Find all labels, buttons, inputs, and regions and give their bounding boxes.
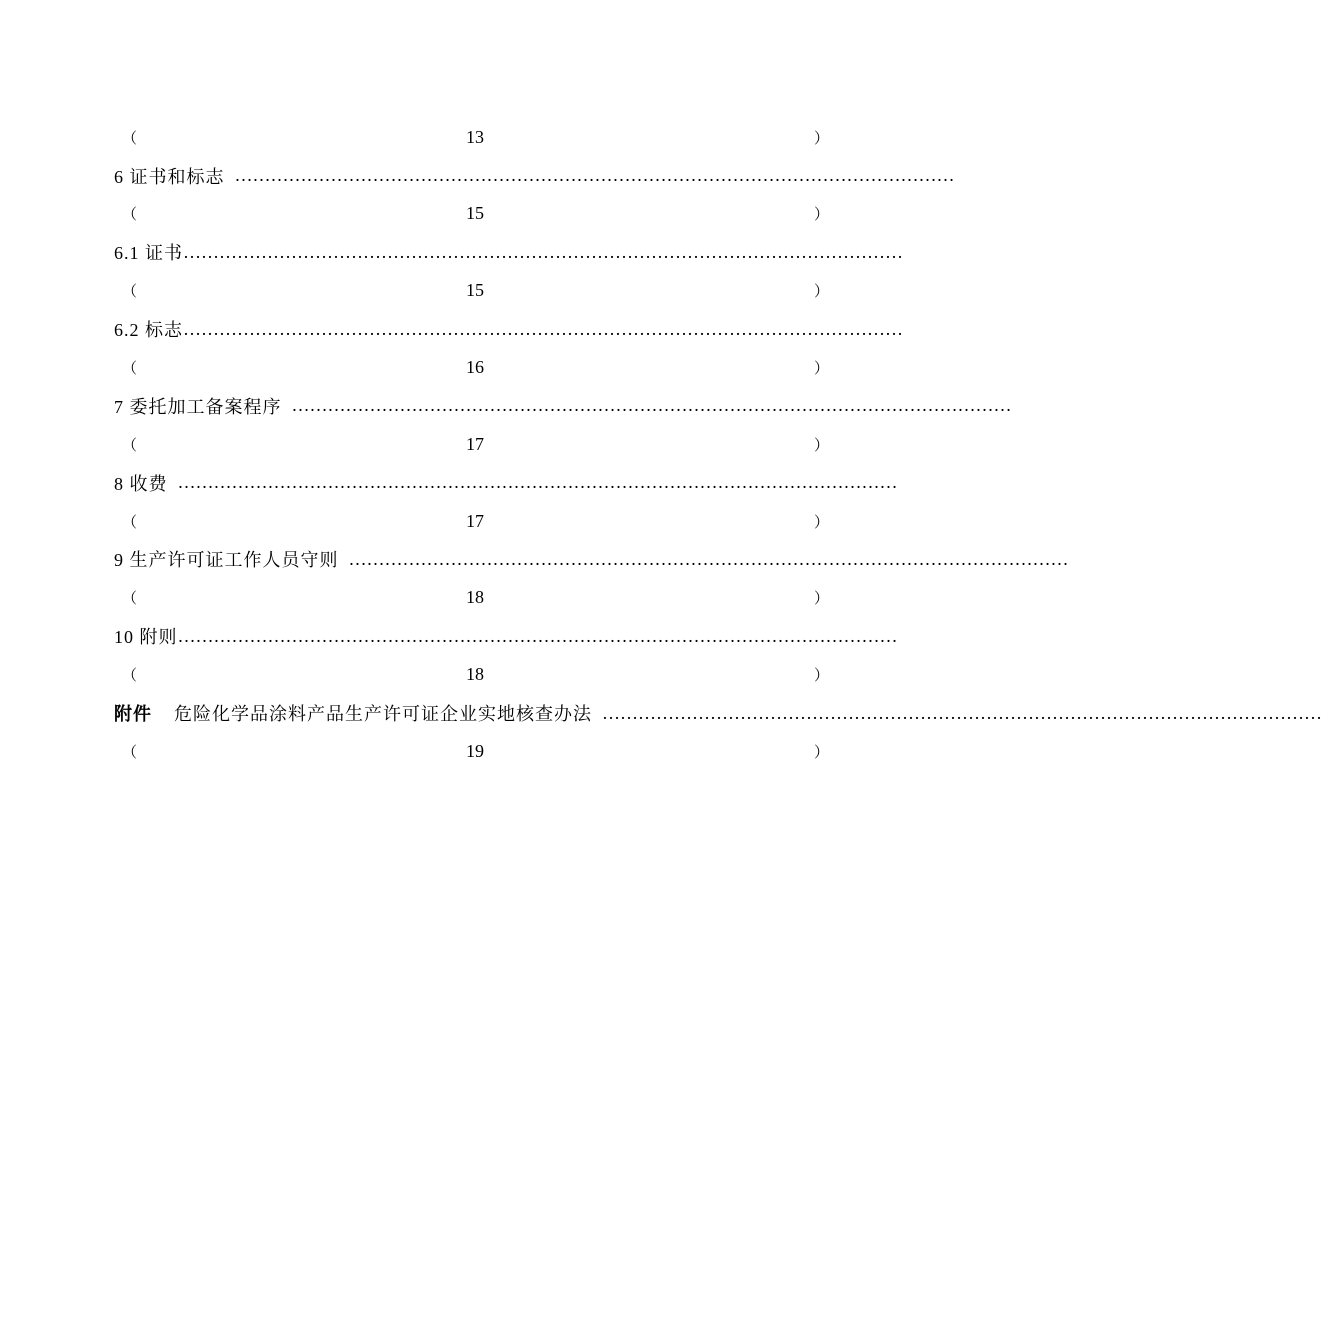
paren-open: （ bbox=[122, 744, 139, 761]
toc-leader-dots: ………………………………………………………………………………………………………… bbox=[602, 702, 1322, 723]
paren-close: ） bbox=[813, 437, 830, 454]
paren-close: ） bbox=[813, 207, 830, 224]
toc-page-number: 15 bbox=[466, 280, 484, 301]
appendix-label: 附件 bbox=[114, 704, 152, 725]
paren-close: ） bbox=[813, 591, 830, 608]
table-of-contents bbox=[114, 118, 1322, 771]
toc-leader-dots: ………………………………………………………………………………………………………… bbox=[183, 241, 903, 262]
toc-page-row bbox=[114, 655, 836, 693]
toc-leader-dots: ………………………………………………………………………………………………………… bbox=[348, 548, 1069, 569]
toc-page-row bbox=[114, 502, 836, 540]
toc-page-number: 13 bbox=[466, 126, 484, 147]
appendix-title: 危险化学品涂料产品生产许可证企业实地核查办法 bbox=[174, 704, 592, 725]
toc-page-row bbox=[114, 195, 836, 233]
paren-open: （ bbox=[122, 591, 139, 608]
paren-close: ） bbox=[813, 361, 830, 378]
toc-leader-dots: ………………………………………………………………………………………………………… bbox=[177, 472, 898, 493]
paren-open: （ bbox=[122, 514, 139, 531]
toc-leader-dots: ………………………………………………………………………………………………………… bbox=[234, 165, 955, 186]
toc-entry-title: 7 委托加工备案程序 bbox=[114, 396, 282, 417]
toc-entry-title: 8 收费 bbox=[114, 473, 168, 494]
toc-page-row bbox=[114, 579, 836, 617]
toc-entry[interactable] bbox=[114, 387, 1012, 425]
paren-close: ） bbox=[813, 130, 830, 147]
toc-page-row bbox=[114, 272, 836, 310]
toc-page-number: 19 bbox=[466, 740, 484, 761]
toc-page-number: 16 bbox=[466, 357, 484, 378]
toc-entry[interactable] bbox=[114, 617, 898, 655]
toc-entry-appendix[interactable] bbox=[114, 694, 1322, 732]
toc-entry-title: 6 证书和标志 bbox=[114, 166, 225, 187]
toc-leader-dots: ………………………………………………………………………………………………………… bbox=[183, 318, 903, 339]
toc-page-number: 17 bbox=[466, 510, 484, 531]
paren-open: （ bbox=[122, 668, 139, 685]
toc-page-row bbox=[114, 425, 836, 463]
paren-open: （ bbox=[122, 130, 139, 147]
toc-entry-title: 6.1 证书 bbox=[114, 243, 183, 264]
toc-entry-title bbox=[114, 700, 602, 726]
toc-entry-title: 6.2 标志 bbox=[114, 320, 183, 341]
toc-leader-dots: ………………………………………………………………………………………………………… bbox=[177, 625, 898, 646]
paren-open: （ bbox=[122, 361, 139, 378]
paren-close: ） bbox=[813, 284, 830, 301]
toc-entry[interactable] bbox=[114, 540, 1069, 578]
toc-entry-title: 9 生产许可证工作人员守则 bbox=[114, 550, 339, 571]
paren-open: （ bbox=[122, 207, 139, 224]
toc-entry-title: 10 附则 bbox=[114, 627, 178, 648]
toc-page-number: 15 bbox=[466, 203, 484, 224]
toc-entry[interactable] bbox=[114, 156, 955, 194]
toc-page-number: 17 bbox=[466, 433, 484, 454]
toc-entry[interactable] bbox=[114, 464, 898, 502]
toc-page-number: 18 bbox=[466, 587, 484, 608]
paren-open: （ bbox=[122, 437, 139, 454]
toc-entry[interactable] bbox=[114, 233, 903, 271]
toc-page-row bbox=[114, 348, 836, 386]
toc-page-number: 18 bbox=[466, 664, 484, 685]
toc-leader-dots: ………………………………………………………………………………………………………… bbox=[291, 395, 1012, 416]
paren-close: ） bbox=[813, 514, 830, 531]
toc-page-row bbox=[114, 732, 836, 770]
toc-page-row bbox=[114, 118, 836, 156]
toc-entry[interactable] bbox=[114, 310, 903, 348]
paren-open: （ bbox=[122, 284, 139, 301]
paren-close: ） bbox=[813, 744, 830, 761]
paren-close: ） bbox=[813, 668, 830, 685]
